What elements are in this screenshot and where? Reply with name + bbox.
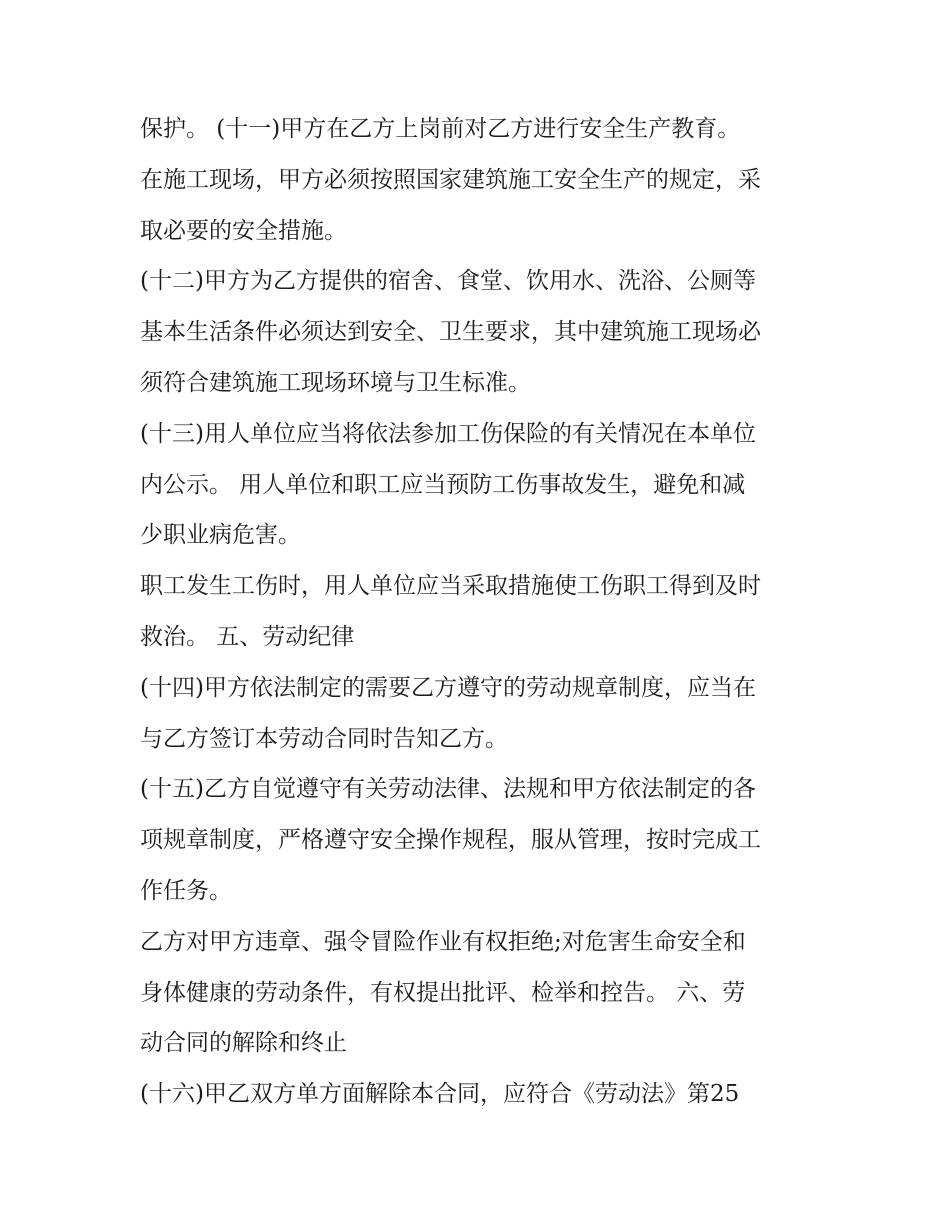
- text-line: (十四)甲方依法制定的需要乙方遵守的劳动规章制度，应当在: [140, 674, 756, 701]
- text-line: 内公示。 用人单位和职工应当预防工伤事故发生，避免和减: [140, 471, 746, 498]
- text-line: 项规章制度，严格遵守安全操作规程，服从管理，按时完成工: [140, 827, 761, 854]
- text-line: 与乙方签订本劳动合同时告知乙方。: [140, 725, 508, 752]
- text-line: 作任务。: [140, 877, 232, 904]
- text-line: 动合同的解除和终止: [140, 1030, 347, 1057]
- text-line: 少职业病危害。: [140, 522, 301, 549]
- text-line: 乙方对甲方违章、强令冒险作业有权拒绝;对危害生命安全和: [140, 928, 746, 955]
- text-line: (十五)乙方自觉遵守有关劳动法律、法规和甲方依法制定的各: [140, 776, 756, 803]
- text-line: 须符合建筑施工现场环境与卫生标准。: [140, 369, 531, 396]
- text-line: 职工发生工伤时，用人单位应当采取措施使工伤职工得到及时: [140, 573, 761, 600]
- text-line: (十二)甲方为乙方提供的宿舍、食堂、饮用水、洗浴、公厕等: [140, 268, 756, 295]
- text-line: (十三)用人单位应当将依法参加工伤保险的有关情况在本单位: [140, 420, 756, 447]
- text-line: 救治。 五、劳动纪律: [140, 623, 355, 650]
- text-line: 在施工现场，甲方必须按照国家建筑施工安全生产的规定，采: [140, 166, 761, 193]
- text-line: 身体健康的劳动条件，有权提出批评、检举和控告。 六、劳: [140, 979, 746, 1006]
- document-body: [140, 104, 820, 1120]
- text-line: (十六)甲乙双方单方面解除本合同，应符合《劳动法》第25: [140, 1081, 740, 1108]
- text-line: 保护。 (十一)甲方在乙方上岗前对乙方进行安全生产教育。: [140, 116, 741, 142]
- text-line: 取必要的安全措施。: [140, 217, 347, 244]
- text-line: 基本生活条件必须达到安全、卫生要求，其中建筑施工现场必: [140, 319, 761, 346]
